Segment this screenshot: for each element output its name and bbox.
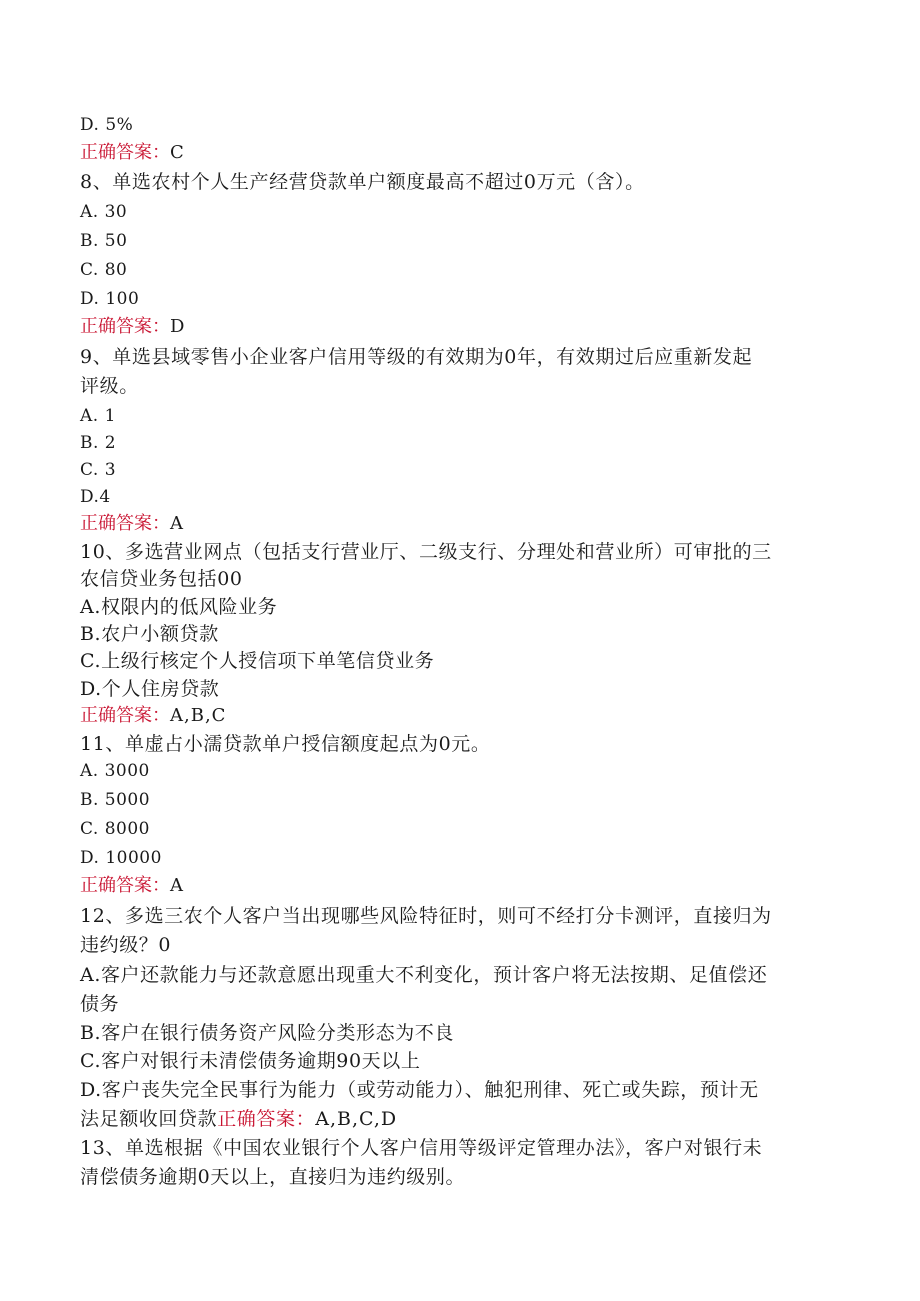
q12-option-a: A.客户还款能力与还款意愿出现重大不利变化，预计客户将无法按期、足值偿还 [80, 964, 768, 986]
answer-label: 正确答案： [80, 875, 170, 896]
option-text: 法足额收回贷款 [80, 1108, 218, 1130]
q9-option-c: C. 3 [80, 460, 117, 480]
q8-option-c: C. 80 [80, 260, 128, 280]
q8-answer [80, 313, 185, 341]
answer-label: 正确答案： [80, 705, 170, 726]
q13-stem: 13、单选根据《中国农业银行个人客户信用等级评定管理办法》，客户对银行未 [80, 1137, 763, 1159]
q9-answer [80, 510, 184, 538]
answer-value: A [170, 513, 184, 534]
q10-option-d: D.个人住房贷款 [80, 678, 220, 700]
answer-label: 正确答案： [217, 1108, 316, 1130]
q7-answer [80, 139, 185, 167]
q12-stem: 12、多选三农个人客户当出现哪些风险特征时，则可不经打分卡测评，直接归为 [80, 905, 772, 927]
q9-stem-cont: 评级。 [80, 375, 139, 397]
answer-value: D [170, 316, 186, 337]
q9-stem: 9、单选县域零售小企业客户信用等级的有效期为0年，有效期过后应重新发起 [80, 346, 753, 368]
answer-label: 正确答案： [80, 513, 170, 534]
q7-option-d: D. 5% [80, 115, 134, 135]
q11-stem: 11、单虚占小濡贷款单户授信额度起点为0元。 [80, 733, 491, 755]
q11-option-b: B. 5000 [80, 790, 151, 810]
q12-option-b: B.客户在银行债务资产风险分类形态为不良 [80, 1022, 455, 1044]
answer-value: A,B,C,D [315, 1108, 398, 1130]
q10-stem-cont: 农信贷业务包括00 [80, 568, 243, 590]
q12-option-d-cont [80, 1105, 397, 1133]
q9-option-a: A. 1 [80, 406, 116, 426]
answer-value: A [170, 875, 184, 896]
q10-option-b: B.农户小额贷款 [80, 623, 219, 645]
q8-option-b: B. 50 [80, 231, 128, 251]
q10-option-a: A.权限内的低风险业务 [80, 596, 278, 618]
q11-option-d: D. 10000 [80, 848, 162, 868]
q12-option-d: D.客户丧失完全民事行为能力（或劳动能力）、触犯刑律、死亡或失踪，预计无 [80, 1079, 759, 1101]
answer-value: C [170, 142, 185, 163]
q10-stem: 10、多选营业网点（包括支行营业厅、二级支行、分理处和营业所）可审批的三 [80, 541, 772, 563]
q12-option-a-cont: 债务 [80, 993, 120, 1015]
q11-option-c: C. 8000 [80, 819, 150, 839]
q8-stem: 8、单选农村个人生产经营贷款单户额度最高不超过0万元（含）。 [80, 171, 645, 193]
answer-label: 正确答案： [80, 316, 170, 337]
q10-answer [80, 702, 226, 730]
answer-value: A,B,C [170, 705, 227, 726]
q12-stem-cont: 违约级？0 [80, 934, 172, 956]
answer-label: 正确答案： [80, 142, 170, 163]
q13-stem-cont: 清偿债务逾期0天以上，直接归为违约级别。 [80, 1166, 466, 1188]
q8-option-a: A. 30 [80, 202, 128, 222]
q11-option-a: A. 3000 [80, 761, 150, 781]
q11-answer [80, 872, 184, 900]
q12-option-c: C.客户对银行未清偿债务逾期90天以上 [80, 1050, 421, 1072]
q9-option-b: B. 2 [80, 433, 117, 453]
q10-option-c: C.上级行核定个人授信项下单笔信贷业务 [80, 650, 435, 672]
q8-option-d: D. 100 [80, 289, 140, 309]
q9-option-d: D.4 [80, 487, 111, 507]
